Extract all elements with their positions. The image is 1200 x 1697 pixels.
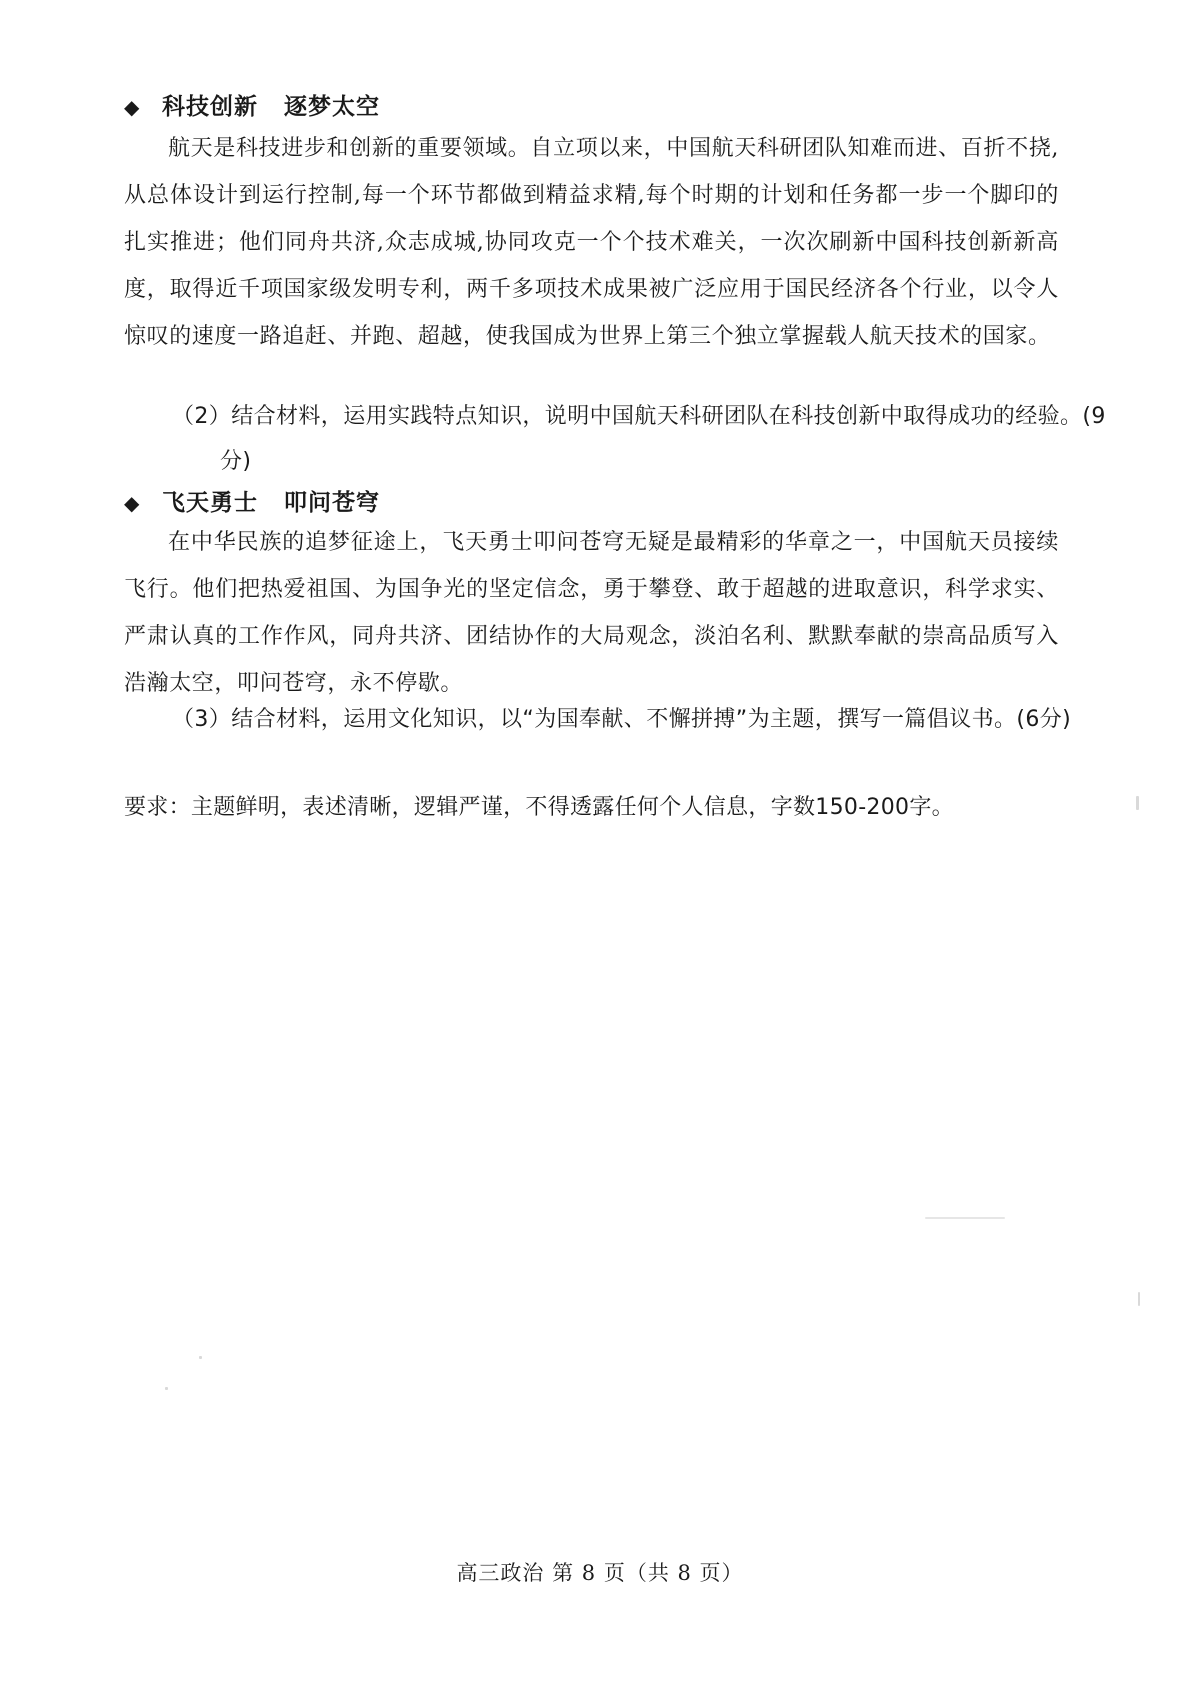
scan-speck (1136, 796, 1139, 810)
scan-speck (1138, 1292, 1140, 1306)
section-title-part2: 叩问苍穹 (284, 490, 380, 516)
page-footer: 高三政治 第 8 页（共 8 页） (456, 1561, 744, 1585)
question-3: （3）结合材料，运用文化知识，以“为国奉献、不懈拼搏”为主题，撰写一篇倡议书。(6分) (172, 707, 1072, 732)
scan-speck (165, 1387, 168, 1390)
material-paragraph-tech-innovation: 航天是科技进步和创新的重要领域。自立项以来，中国航天科研团队知难而进、百折不挠,从总体设计到运行控制,每一个环节都做到精益求精,每个时期的计划和任务都一步一个脚印的扎实推进；他们同舟共济,众志成城,协同攻克一个个技术难关，一次次刷新中国科技创新新高度，取得近千项国家级发明专利，两千多项技术成果被广泛应用于国民经济各个行业，以令人惊叹的速度一路追赶、并跑、超越，使我国成为世界上第三个独立掌握载人航天技术的国家。 (124, 136, 1059, 349)
section-title-part2: 逐梦太空 (284, 94, 380, 120)
section-heading-flying-heroes (124, 484, 380, 517)
writing-requirement: 要求：主题鲜明，表述清晰，逻辑严谨，不得透露任何个人信息，字数150-200字。 (124, 795, 954, 820)
material-paragraph-flying-heroes: 在中华民族的追梦征途上，飞天勇士叩问苍穹无疑是最精彩的华章之一，中国航天员接续飞行。他们把热爱祖国、为国争光的坚定信念，勇于攀登、敢于超越的进取意识，科学求实、严肃认真的工作作风，同舟共济、团结协作的大局观念，淡泊名利、默默奉献的崇高品质写入浩瀚太空，叩问苍穹，永不停歇。 (124, 530, 1059, 696)
section-title-part1: 科技创新 (162, 94, 258, 120)
question-2: （2）结合材料，运用实践特点知识，说明中国航天科研团队在科技创新中取得成功的经验。(9分) (172, 404, 1106, 474)
scan-speck (925, 1217, 1005, 1219)
diamond-bullet-icon: ◆ (124, 491, 141, 515)
section-title-part1: 飞天勇士 (162, 490, 258, 516)
section-heading-tech-innovation (124, 88, 380, 121)
diamond-bullet-icon: ◆ (124, 95, 141, 119)
scan-speck (199, 1356, 202, 1359)
